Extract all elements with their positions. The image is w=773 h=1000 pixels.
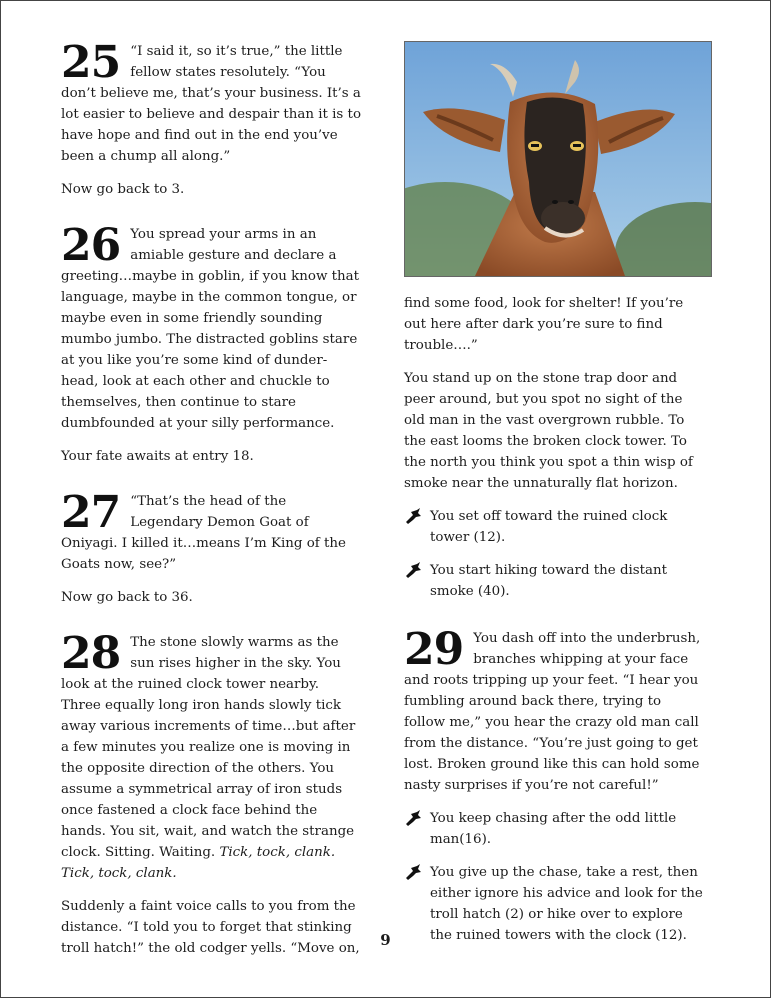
entry-number: 29 (404, 624, 464, 675)
choice-chase-man[interactable] (404, 808, 704, 850)
entry-28-text-continued: find some food, look for shelter! If you’re out here after dark you’re sure to find trouble….” (404, 296, 684, 353)
choice-distant-smoke[interactable] (404, 560, 704, 602)
entry-number: 25 (61, 37, 121, 88)
fist-arrow-icon (404, 862, 424, 882)
choice-label: You start hiking toward the distant smoke (40). (430, 563, 668, 599)
entry-text-continued: Suddenly a faint voice calls to you from the distance. “I told you to forget that stinking troll hatch!” the old codger yells. “Move on, (61, 899, 360, 956)
entry-goto: Your fate awaits at entry 18. (61, 449, 254, 464)
choice-label: You give up the chase, take a rest, then either ignore his advice and look for the troll hatch (2) or hike over to explore the ruined towers with the clock (12). (430, 865, 703, 943)
entry-number: 27 (61, 487, 121, 538)
fist-arrow-icon (404, 506, 424, 526)
left-column (61, 37, 362, 983)
entry-28-text: You stand up on the stone trap door and peer around, but you spot no sight of the old man in the vast overgrown rubble. To the east looms the broken clock tower. To the north you think you spot a thin wisp of smoke near the unnaturally flat horizon. (404, 371, 693, 491)
entry-text: “I said it, so it’s true,” the little fellow states resolutely. “You don’t believe me, that’s your business. It’s a lot easier to believe and despair than it is to have hope and find out in the end you’ve been a chump all along.” (61, 44, 362, 164)
entry-goto: Now go back to 36. (61, 590, 193, 605)
entry-28 (61, 628, 361, 959)
goat-head-illustration (405, 42, 711, 276)
entry-goto: Now go back to 3. (61, 182, 185, 197)
right-column (404, 41, 704, 970)
choice-clock-tower[interactable] (404, 506, 704, 548)
entry-29 (404, 624, 704, 946)
fist-arrow-icon (404, 560, 424, 580)
goat-photo (404, 41, 712, 277)
entry-text: You dash off into the underbrush, branches whipping at your face and roots tripping up your feet. “I hear you fumbling around back there, trying to follow me,” you hear the crazy old man call from the distance. “You’re just going to get lost. Broken ground like this can hold some nasty surprises if you’re not careful!” (404, 631, 701, 793)
entry-text: You spread your arms in an amiable gesture and declare a greeting…maybe in goblin, if you know that language, maybe in the common tongue, or maybe even in some friendly sounding mumbo jumbo. The distracted goblins stare at you like you’re some kind of dunder-head, look at each other and chuckle to themselves, then continue to stare dumbfounded at your silly performance. (61, 227, 360, 431)
entry-text-italic: Tick, tock, clank. Tick, tock, clank. (61, 845, 336, 881)
choice-label: You keep chasing after the odd little man(16). (430, 811, 677, 847)
entry-27 (61, 487, 361, 608)
entry-number: 26 (61, 220, 121, 271)
entry-25 (61, 37, 362, 200)
entry-text: “That’s the head of the Legendary Demon Goat of Oniyagi. I killed it…means I’m King of the Goats now, see?” (61, 494, 346, 572)
choice-label: You set off toward the ruined clock tower (12). (430, 509, 668, 545)
fist-arrow-icon (404, 808, 424, 828)
entry-text-body: The stone slowly warms as the sun rises higher in the sky. You look at the ruined clock tower nearby. Three equally long iron hands slowly tick away various increments of time…but after a few minutes you realize one is moving in the opposite direction of the others. You assume a symmetrical array of iron studs once fastened a clock face behind the hands. You sit, wait, and watch the strange clock. Sitting. Waiting. (61, 635, 356, 860)
page-number: 9 (380, 931, 391, 949)
entry-number: 28 (61, 628, 121, 679)
entry-26 (61, 220, 361, 467)
